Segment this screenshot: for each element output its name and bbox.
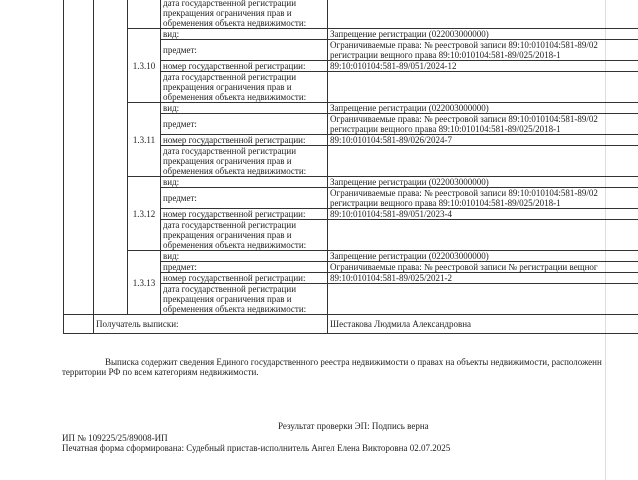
cell-text: Запрещение регистрации (022003000000) bbox=[330, 103, 489, 113]
cell-text: 89:10:010104:581-89/051/2024-12 bbox=[330, 61, 457, 71]
field-label bbox=[161, 284, 328, 315]
field-value bbox=[328, 284, 638, 315]
cell-text: номер государственной регистрации: bbox=[163, 61, 306, 71]
field-value bbox=[328, 262, 638, 273]
outer-cell bbox=[64, 251, 94, 315]
recipient-row bbox=[64, 315, 638, 334]
cell-text: обременения объекта недвижимости: bbox=[163, 166, 307, 176]
cell-text: предмет: bbox=[163, 262, 197, 272]
field-value bbox=[328, 61, 638, 72]
cell-text: регистрации вещного права 89:10:010104:581-89/025/2018-1 bbox=[330, 124, 561, 134]
cell-text: обременения объекта недвижимости: bbox=[163, 304, 307, 314]
table-row-previous-tail bbox=[64, 0, 638, 29]
field-label bbox=[161, 61, 328, 72]
cell-text: 1.3.13 bbox=[132, 277, 156, 288]
cell-text: регистрации вещного права 89:10:010104:581-89/025/2018-1 bbox=[330, 198, 561, 208]
field-value bbox=[328, 29, 638, 40]
cell-text: номер государственной регистрации: bbox=[163, 273, 306, 283]
cell-text: 89:10:010104:581-89/025/2021-2 bbox=[330, 273, 452, 283]
cell-text: Запрещение регистрации (022003000000) bbox=[330, 251, 489, 261]
cell-text: Ограничиваемые права: № реестровой записи 89:10:010104:581-89/02 bbox=[330, 188, 598, 198]
recipient-label bbox=[94, 315, 328, 334]
cell-text: дата государственной регистрации bbox=[163, 72, 297, 82]
cell-text: Ограничиваемые права: № реестровой записи 89:10:010104:581-89/02 bbox=[330, 40, 598, 50]
cell-text: Ограничиваемые права: № реестровой записи 89:10:010104:581-89/02 bbox=[330, 114, 598, 124]
field-label bbox=[161, 188, 328, 209]
field-label bbox=[161, 135, 328, 146]
table-row-vid bbox=[64, 29, 638, 40]
cell-text: Ограничиваемые права: № реестровой записи № регистрации вещног bbox=[330, 262, 598, 272]
cell-text: прекращения ограничения прав и bbox=[163, 82, 292, 92]
field-label bbox=[161, 262, 328, 273]
entry-number-cell bbox=[128, 0, 161, 29]
cell-text: вид: bbox=[163, 177, 180, 187]
field-value bbox=[328, 177, 638, 188]
table-row-vid bbox=[64, 103, 638, 114]
entry-number bbox=[128, 251, 161, 315]
field-label bbox=[161, 177, 328, 188]
recipient-blank-cell bbox=[64, 315, 94, 334]
field-label bbox=[161, 209, 328, 220]
cell-text: обременения объекта недвижимости: bbox=[163, 92, 307, 102]
label-cell bbox=[161, 0, 328, 29]
encumbrances-table bbox=[63, 0, 638, 334]
outer-cell bbox=[94, 0, 128, 29]
field-label bbox=[161, 103, 328, 114]
outer-cell bbox=[64, 0, 94, 29]
outer-cell bbox=[64, 103, 94, 177]
paragraph-line-1: Выписка содержит сведения Единого государственного реестра недвижимости о правах на объекты недвижимости, расположенн bbox=[105, 357, 602, 367]
field-label bbox=[161, 114, 328, 135]
field-value bbox=[328, 146, 638, 177]
value-cell bbox=[328, 0, 638, 29]
field-value bbox=[328, 135, 638, 146]
cell-text: Запрещение регистрации (022003000000) bbox=[330, 177, 489, 187]
field-label bbox=[161, 146, 328, 177]
table-row-vid bbox=[64, 177, 638, 188]
cell-text: 1.3.11 bbox=[132, 134, 156, 145]
field-label bbox=[161, 273, 328, 284]
cell-text: номер государственной регистрации: bbox=[163, 135, 306, 145]
field-value bbox=[328, 188, 638, 209]
field-label bbox=[161, 40, 328, 61]
cell-text: 1.3.12 bbox=[132, 208, 156, 219]
cell-text: дата государственной регистрации bbox=[163, 220, 297, 230]
cell-text: Получатель выписки: bbox=[96, 319, 179, 329]
cell-text: предмет: bbox=[163, 119, 197, 129]
cell-text: предмет: bbox=[163, 45, 197, 55]
field-value bbox=[328, 273, 638, 284]
cell-text: вид: bbox=[163, 251, 180, 261]
cell-text: предмет: bbox=[163, 193, 197, 203]
cell-text: прекращения ограничения прав и bbox=[163, 230, 292, 240]
field-label bbox=[161, 29, 328, 40]
signature-result: Результат проверки ЭП: Подпись верна bbox=[278, 421, 429, 431]
field-label bbox=[161, 220, 328, 251]
table-row-vid bbox=[64, 251, 638, 262]
outer-cell bbox=[64, 29, 94, 103]
outer-cell bbox=[94, 103, 128, 177]
cell-text: дата государственной регистрации bbox=[163, 284, 297, 294]
label-line: дата государственной регистрации bbox=[163, 0, 297, 8]
outer-cell bbox=[94, 251, 128, 315]
entry-number bbox=[128, 103, 161, 177]
cell-text: вид: bbox=[163, 103, 180, 113]
cell-text: обременения объекта недвижимости: bbox=[163, 240, 307, 250]
field-value bbox=[328, 251, 638, 262]
cell-text: Запрещение регистрации (022003000000) bbox=[330, 29, 489, 39]
paragraph-line-2: территории РФ по всем категориям недвижимости. bbox=[62, 367, 259, 377]
cell-text: 89:10:010104:581-89/051/2023-4 bbox=[330, 209, 452, 219]
entry-number bbox=[128, 177, 161, 251]
field-value bbox=[328, 103, 638, 114]
cell-text: дата государственной регистрации bbox=[163, 146, 297, 156]
field-label bbox=[161, 72, 328, 103]
cell-text: прекращения ограничения прав и bbox=[163, 294, 292, 304]
field-value bbox=[328, 40, 638, 61]
field-value bbox=[328, 114, 638, 135]
outer-cell bbox=[64, 177, 94, 251]
ip-number: ИП № 109225/25/89008-ИП bbox=[62, 433, 168, 443]
cell-text: 1.3.10 bbox=[132, 60, 156, 71]
field-value bbox=[328, 72, 638, 103]
label-line: прекращения ограничения прав и bbox=[163, 8, 292, 18]
cell-text: регистрации вещного права 89:10:010104:581-89/025/2018-1 bbox=[330, 50, 561, 60]
field-value bbox=[328, 209, 638, 220]
outer-cell bbox=[94, 177, 128, 251]
field-value bbox=[328, 220, 638, 251]
entry-number bbox=[128, 29, 161, 103]
cell-text: номер государственной регистрации: bbox=[163, 209, 306, 219]
cell-text: вид: bbox=[163, 29, 180, 39]
cell-text: прекращения ограничения прав и bbox=[163, 156, 292, 166]
printed-by: Печатная форма сформирована: Судебный пристав-исполнитель Ангел Елена Викторовна 02.07.2025 bbox=[62, 443, 451, 453]
recipient-value bbox=[328, 315, 638, 334]
cell-text: Шестакова Людмила Александровна bbox=[330, 319, 472, 329]
cell-text: 89:10:010104:581-89/026/2024-7 bbox=[330, 135, 452, 145]
label-line: обременения объекта недвижимости: bbox=[163, 18, 307, 28]
outer-cell bbox=[94, 29, 128, 103]
field-label bbox=[161, 251, 328, 262]
